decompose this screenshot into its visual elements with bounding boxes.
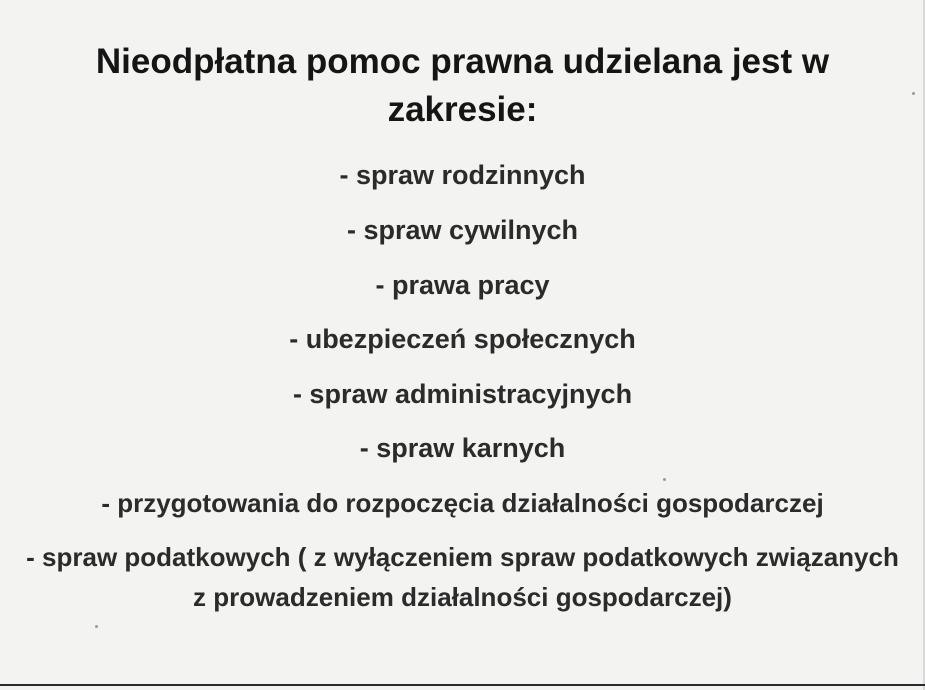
list-item-family-law: - spraw rodzinnych <box>339 160 586 190</box>
scan-speck <box>663 478 666 481</box>
list-item-civil-law: - spraw cywilnych <box>346 215 579 245</box>
list-item-labour-law: - prawa pracy <box>375 270 550 300</box>
list-item-tax-matters: - spraw podatkowych ( z wyłączeniem spraw podatkowych związanych z prowadzeniem działalności gospodarczej) <box>26 542 899 612</box>
scan-speck <box>912 92 915 95</box>
scan-speck <box>95 625 98 628</box>
list-item-business-start: - przygotowania do rozpoczęcia działalności gospodarczej <box>101 488 824 518</box>
list-item-administrative: - spraw administracyjnych <box>292 379 633 409</box>
page-title: Nieodpłatna pomoc prawna udzielana jest w zakresie: <box>95 42 830 129</box>
list-item-criminal: - spraw karnych <box>359 433 566 463</box>
list-item-social-insurance: - ubezpieczeń społecznych <box>289 324 636 354</box>
